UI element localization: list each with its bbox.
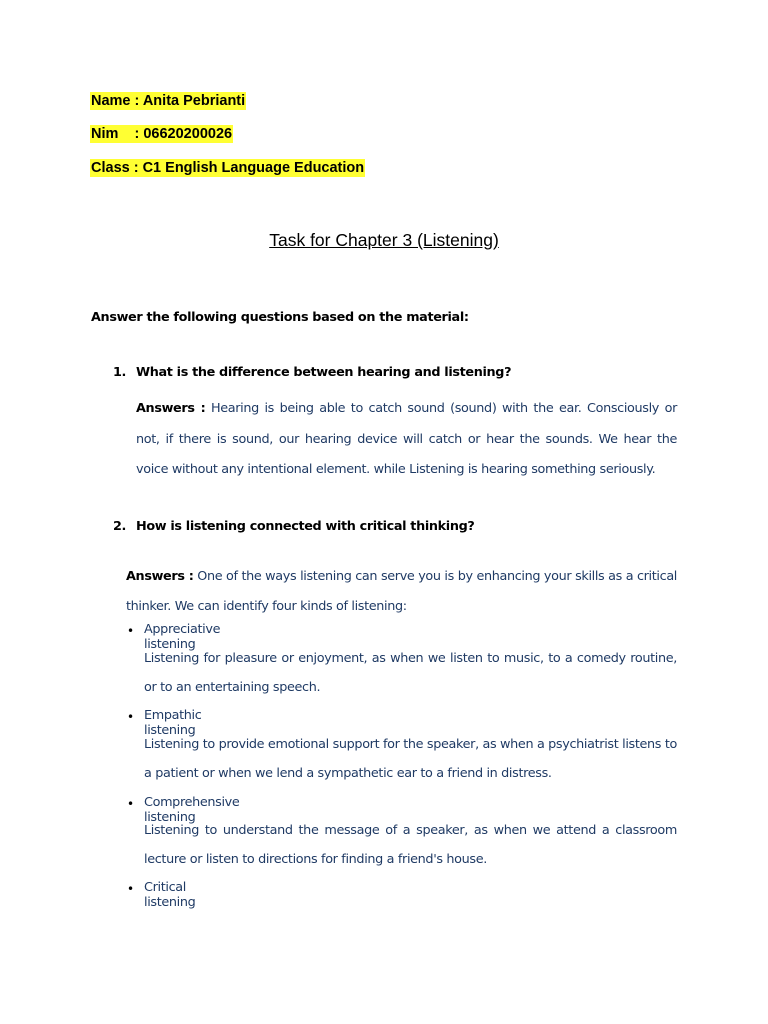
answer-label: Answers :: [126, 569, 194, 584]
student-class: Class : C1 English Language Education: [91, 160, 365, 176]
document-title: Task for Chapter 3 (Listening): [269, 230, 499, 250]
answer-label: Answers :: [136, 401, 206, 416]
list-item-title: Comprehensive listening: [144, 795, 240, 825]
bullet-icon: •: [127, 710, 134, 724]
answer-2: [126, 562, 677, 622]
list-item-description: Listening to provide emotional support for the speaker, as when a psychiatrist listens to a patient or when we lend a sympathetic ear to a friend in distress.: [144, 737, 677, 781]
question-2-text: How is listening connected with critical thinking?: [136, 519, 475, 534]
bullet-icon: •: [127, 882, 134, 896]
question-number: 1.: [113, 365, 127, 380]
question-number: 2.: [113, 519, 127, 534]
student-nim: Nim : 06620200026: [91, 126, 233, 142]
answer-1: [136, 394, 677, 486]
list-item-description: Listening to understand the message of a speaker, as when we attend a classroom lecture or listen to directions for finding a friend's house.: [144, 823, 677, 867]
bullet-icon: •: [127, 797, 134, 811]
answer-1-text: Hearing is being able to catch sound (sound) with the ear. Consciously or not, if there is sound, our hearing device will catch or hear the sounds. We hear the voice without any intentional element. while Listening is hearing something seriously.: [136, 401, 677, 477]
bullet-icon: •: [127, 624, 134, 638]
answer-2-text: One of the ways listening can serve you is by enhancing your skills as a critical thinker. We can identify four kinds of listening:: [126, 569, 678, 614]
list-item-description: Listening for pleasure or enjoyment, as when we listen to music, to a comedy routine, or to an entertaining speech.: [144, 651, 677, 695]
student-name: Name : Anita Pebrianti: [91, 93, 246, 109]
instruction: Answer the following questions based on the material:: [91, 310, 469, 325]
question-1-text: What is the difference between hearing and listening?: [136, 365, 512, 380]
list-item-title: Critical listening: [144, 880, 196, 910]
list-item-title: Empathic listening: [144, 708, 202, 738]
list-item-title: Appreciative listening: [144, 622, 221, 652]
